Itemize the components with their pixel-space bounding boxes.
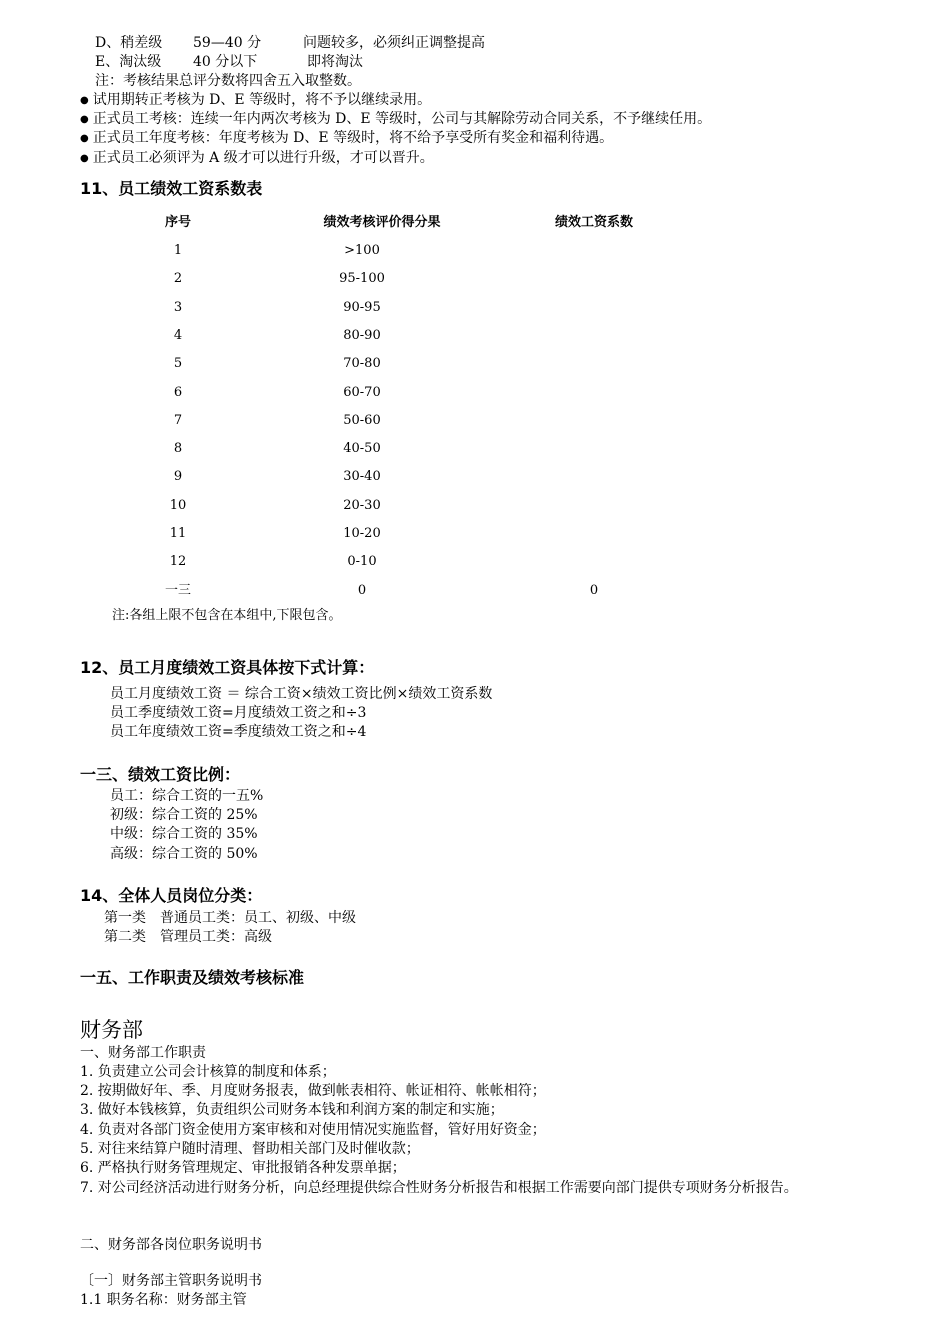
table-note: 注:各组上限不包含在本组中,下限包含。 — [112, 608, 342, 623]
table-cell-index: 1 — [173, 243, 183, 258]
duty-item: 4. 负责对各部门资金使用方案审核和对使用情况实施监督，管好用好资金； — [80, 1122, 546, 1138]
bullet-item: ● 正式员工必须评为 A 级才可以进行升级，才可以晋升。 — [80, 148, 434, 170]
table-cell-index: 6 — [173, 385, 183, 400]
table-cell-index: 3 — [173, 300, 183, 315]
table-header-score: 绩效考核评价得分果 — [323, 215, 441, 230]
section-12-title: 12、员工月度绩效工资具体按下式计算： — [80, 658, 375, 677]
section-15-title: 一五、工作职责及绩效考核标准 — [80, 968, 305, 987]
bullet-item: ● 试用期转正考核为 D、E 等级时，将不予以继续录用。 — [80, 90, 431, 112]
table-cell-score: 95-100 — [339, 271, 385, 286]
grade-score: 40 分以下 — [193, 54, 258, 70]
grade-line-e — [95, 52, 363, 72]
category-line: 第一类 普通员工类：员工、初级、中级 — [104, 910, 356, 926]
table-cell-index: 11 — [169, 526, 187, 541]
table-cell-index: 一三 — [164, 583, 191, 598]
bullet-item: ● 正式员工年度考核：年度考核为 D、E 等级时，将不给予享受所有奖金和福利待遇。 — [80, 128, 613, 150]
ratio-line: 高级：综合工资的 50% — [110, 846, 258, 862]
duty-item: 7. 对公司经济活动进行财务分析，向总经理提供综合性财务分析报告和根据工作需要向部门提供专项财务分析报告。 — [80, 1180, 798, 1196]
grade-line-d — [95, 33, 485, 53]
table-cell-score: 0-10 — [347, 554, 377, 569]
table-cell-score: 40-50 — [343, 441, 381, 456]
table-cell-score: 20-30 — [343, 498, 381, 513]
finance-sub-1-item: 1.1 职务名称：财务部主管 — [80, 1292, 247, 1308]
table-header-index: 序号 — [164, 215, 191, 230]
table-cell-score: 10-20 — [343, 526, 381, 541]
table-cell-score: 70-80 — [343, 356, 381, 371]
grade-score: 59—40 分 — [193, 35, 262, 51]
category-line: 第二类 管理员工类：高级 — [104, 929, 272, 945]
table-cell-score: >100 — [344, 243, 380, 258]
grade-desc: 即将淘汰 — [307, 54, 363, 70]
ratio-line: 初级：综合工资的 25% — [110, 807, 258, 823]
ratio-line: 中级：综合工资的 35% — [110, 826, 258, 842]
formula-line: 员工月度绩效工资 ＝ 综合工资×绩效工资比例×绩效工资系数 — [110, 686, 493, 702]
finance-section-2: 二、财务部各岗位职务说明书 — [80, 1237, 262, 1253]
formula-line: 员工年度绩效工资=季度绩效工资之和÷4 — [110, 724, 367, 740]
bullet-item: ● 正式员工考核：连续一年内两次考核为 D、E 等级时，公司与其解除劳动合同关系，不予继续任用。 — [80, 109, 711, 131]
finance-subtitle: 一、财务部工作职责 — [80, 1045, 206, 1061]
section-13-title: 一三、绩效工资比例： — [80, 765, 241, 784]
table-cell-coefficient: 0 — [589, 583, 599, 598]
table-cell-index: 2 — [173, 271, 183, 286]
section-14-title: 14、全体人员岗位分类： — [80, 886, 263, 905]
table-cell-score: 90-95 — [343, 300, 381, 315]
section-11-title: 11、员工绩效工资系数表 — [80, 179, 263, 198]
duty-item: 3. 做好本钱核算，负责组织公司财务本钱和利润方案的制定和实施； — [80, 1102, 504, 1118]
grade-note: 注：考核结果总评分数将四舍五入取整数。 — [95, 73, 361, 89]
duty-item: 1. 负责建立公司会计核算的制度和体系； — [80, 1064, 336, 1080]
ratio-line: 员工：综合工资的一五% — [110, 788, 264, 804]
table-cell-score: 50-60 — [343, 413, 381, 428]
table-cell-index: 12 — [169, 554, 187, 569]
table-cell-index: 5 — [173, 356, 183, 371]
grade-name: E、淘汰级 — [95, 54, 162, 70]
grade-desc: 问题较多，必须纠正调整提高 — [303, 35, 485, 51]
table-cell-score: 0 — [357, 583, 367, 598]
grade-name: D、稍差级 — [95, 35, 163, 51]
duty-item: 2. 按期做好年、季、月度财务报表，做到帐表相符、帐证相符、帐帐相符； — [80, 1083, 546, 1099]
finance-title: 财务部 — [80, 1018, 143, 1042]
table-cell-score: 80-90 — [343, 328, 381, 343]
table-header-coefficient: 绩效工资系数 — [554, 215, 633, 230]
table-cell-index: 10 — [169, 498, 187, 513]
table-cell-index: 9 — [173, 469, 183, 484]
duty-item: 6. 严格执行财务管理规定、审批报销各种发票单据； — [80, 1160, 406, 1176]
table-cell-index: 8 — [173, 441, 183, 456]
formula-line: 员工季度绩效工资=月度绩效工资之和÷3 — [110, 705, 367, 721]
finance-sub-1: 〔一〕财务部主管职务说明书 — [80, 1273, 262, 1289]
table-cell-index: 4 — [173, 328, 183, 343]
table-cell-index: 7 — [173, 413, 183, 428]
table-cell-score: 30-40 — [343, 469, 381, 484]
duty-item: 5. 对往来结算户随时清理、督助相关部门及时催收款； — [80, 1141, 420, 1157]
table-cell-score: 60-70 — [343, 385, 381, 400]
